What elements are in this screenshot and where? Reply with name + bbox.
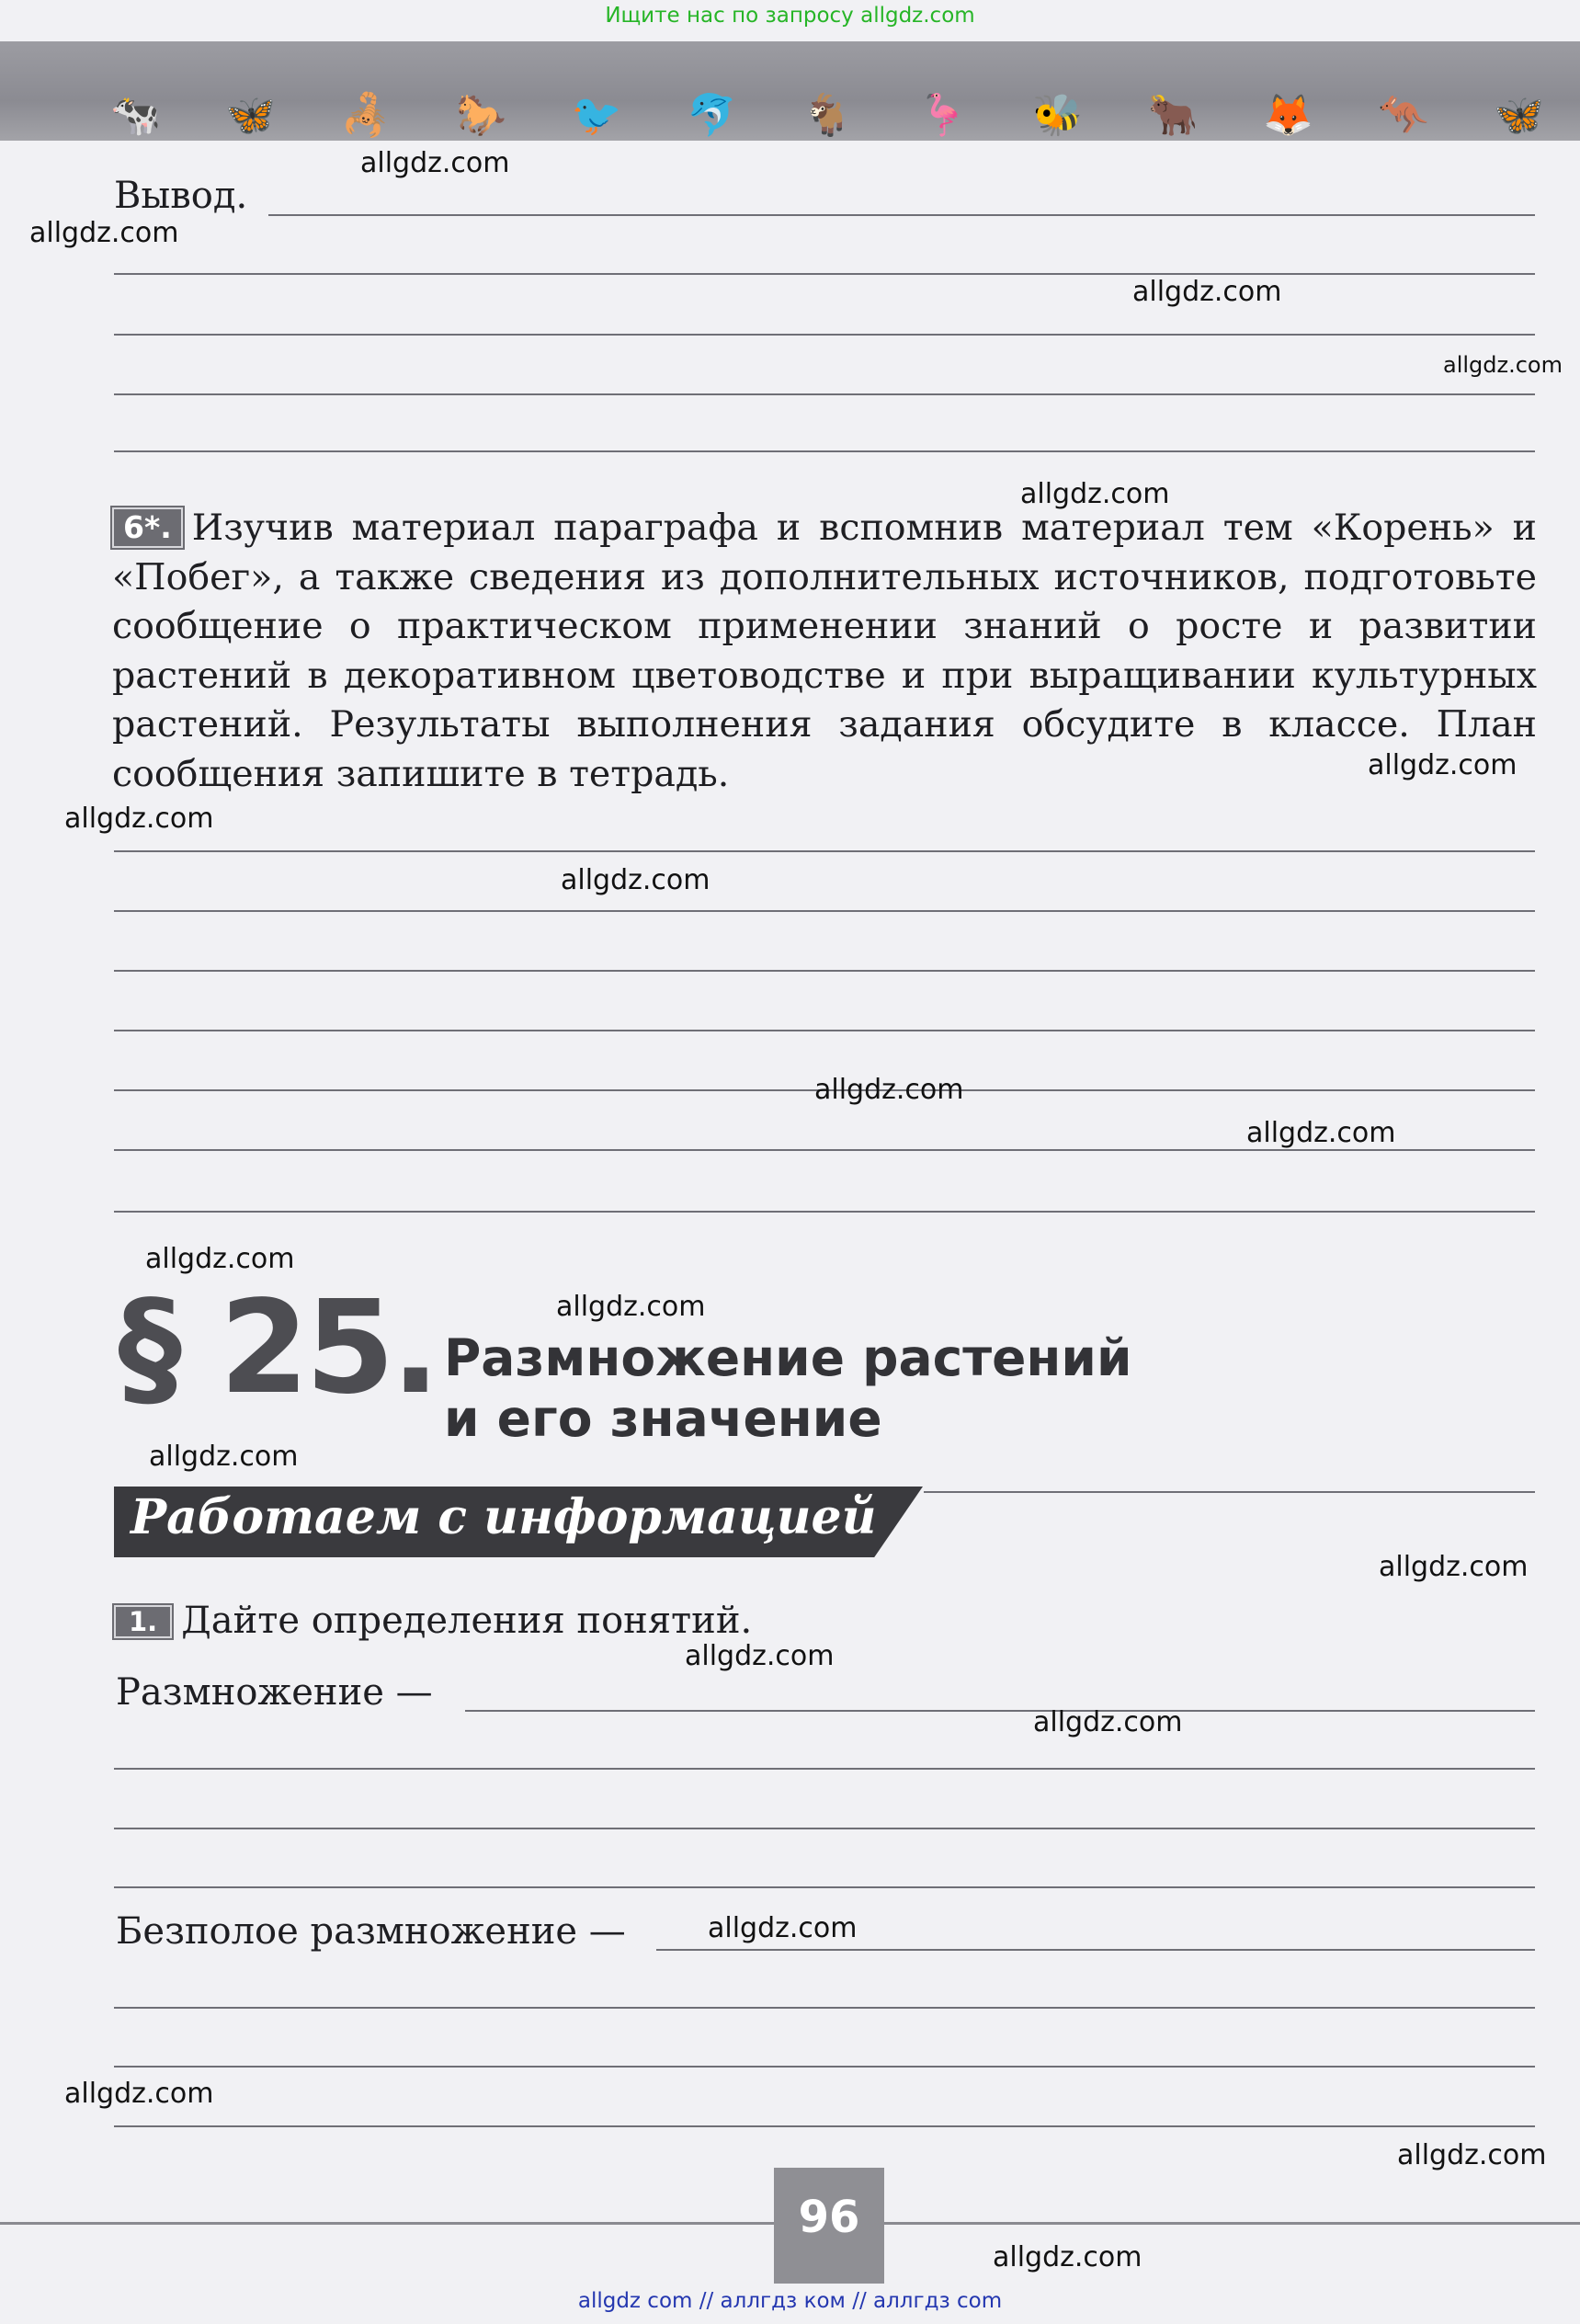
flamingo-icon: 🦩 <box>916 92 968 139</box>
watermark: allgdz.com <box>708 1912 858 1944</box>
watermark: allgdz.com <box>64 803 214 835</box>
fox-icon: 🦊 <box>1263 92 1314 139</box>
watermark: allgdz.com <box>64 2078 214 2110</box>
section-title <box>444 1327 1132 1449</box>
watermark: allgdz.com <box>1020 478 1170 510</box>
answer-line[interactable] <box>114 393 1535 395</box>
watermark: allgdz.com <box>814 1074 964 1106</box>
page-number: 96 <box>798 2192 860 2243</box>
task-1 <box>114 1600 752 1642</box>
watermark: allgdz.com <box>360 147 510 179</box>
answer-line[interactable] <box>114 850 1535 852</box>
section-title-line1: Размножение растений <box>444 1328 1132 1387</box>
answer-line[interactable] <box>924 1491 1535 1493</box>
answer-line[interactable] <box>114 450 1535 452</box>
watermark: allgdz.com <box>145 1243 295 1275</box>
task-6 <box>112 504 1537 799</box>
answer-line[interactable] <box>114 1149 1535 1151</box>
watermark: allgdz.com <box>1132 276 1282 308</box>
answer-line[interactable] <box>114 1211 1535 1213</box>
butterfly-icon: 🦋 <box>225 92 277 139</box>
bird-icon: 🐦 <box>571 92 622 139</box>
term-reproduction: Размножение — <box>116 1671 433 1714</box>
answer-line[interactable] <box>114 1030 1535 1031</box>
animal-silhouettes <box>110 87 1544 142</box>
task-text: Изучив материал параграфа и вспомнив материал тем «Корень» и «Побег», а также сведения из дополнительных источников, подготовьте сообщение о практическом применении знаний о росте и развитии растений в декоративном цветоводстве и при выращивании культурных растений. Результаты выполнения задания обсудите в классе. План сообщения запишите в тетрадь. <box>112 507 1537 795</box>
answer-line[interactable] <box>114 1768 1535 1770</box>
conclusion-label: Вывод. <box>114 175 248 217</box>
watermark: allgdz.com <box>29 217 179 249</box>
watermark: allgdz.com <box>1379 1551 1529 1583</box>
answer-line[interactable] <box>268 214 1535 216</box>
watermark: allgdz.com <box>685 1640 835 1672</box>
section-number: § 25. <box>118 1273 437 1423</box>
answer-line[interactable] <box>114 2066 1535 2068</box>
watermark: allgdz.com <box>556 1291 706 1323</box>
watermark: allgdz.com <box>1443 352 1563 378</box>
dolphin-icon: 🐬 <box>687 92 737 139</box>
answer-line[interactable] <box>114 273 1535 275</box>
watermark: allgdz.com <box>1246 1117 1396 1149</box>
answer-line[interactable] <box>465 1710 1535 1712</box>
answer-line[interactable] <box>114 2007 1535 2009</box>
moth-icon: 🦋 <box>1494 92 1544 139</box>
term-asexual-reproduction: Безполое размножение — <box>116 1910 626 1953</box>
answer-line[interactable] <box>114 2125 1535 2127</box>
horse-icon: 🐎 <box>456 92 507 139</box>
watermark: allgdz.com <box>1368 749 1517 781</box>
cow-icon: 🐄 <box>110 92 161 139</box>
answer-line[interactable] <box>114 1828 1535 1829</box>
answer-line[interactable] <box>114 334 1535 336</box>
bee-icon: 🐝 <box>1032 92 1084 139</box>
bull-icon: 🐂 <box>1147 92 1199 139</box>
watermark: allgdz.com <box>993 2241 1142 2273</box>
answer-line[interactable] <box>114 1886 1535 1888</box>
footer-links: allgdz com // аллгдз ком // аллгдз com <box>577 2289 1003 2313</box>
search-note: Ищите нас по запросу allgdz.com <box>605 4 975 28</box>
watermark: allgdz.com <box>149 1441 299 1473</box>
watermark: allgdz.com <box>1033 1706 1183 1738</box>
task-number: 6*. <box>112 507 183 548</box>
task-text: Дайте определения понятий. <box>181 1600 753 1642</box>
kangaroo-icon: 🦘 <box>1378 92 1429 139</box>
watermark: allgdz.com <box>1397 2139 1547 2171</box>
answer-line[interactable] <box>114 970 1535 972</box>
task-number: 1. <box>114 1605 172 1638</box>
info-banner-text: Работаем с информацией <box>131 1489 877 1545</box>
goat-icon: 🐐 <box>801 92 853 139</box>
answer-line[interactable] <box>114 910 1535 912</box>
scorpion-icon: 🦂 <box>340 92 392 139</box>
section-title-line2: и его значение <box>444 1389 882 1448</box>
watermark: allgdz.com <box>561 864 710 896</box>
answer-line[interactable] <box>656 1949 1535 1951</box>
